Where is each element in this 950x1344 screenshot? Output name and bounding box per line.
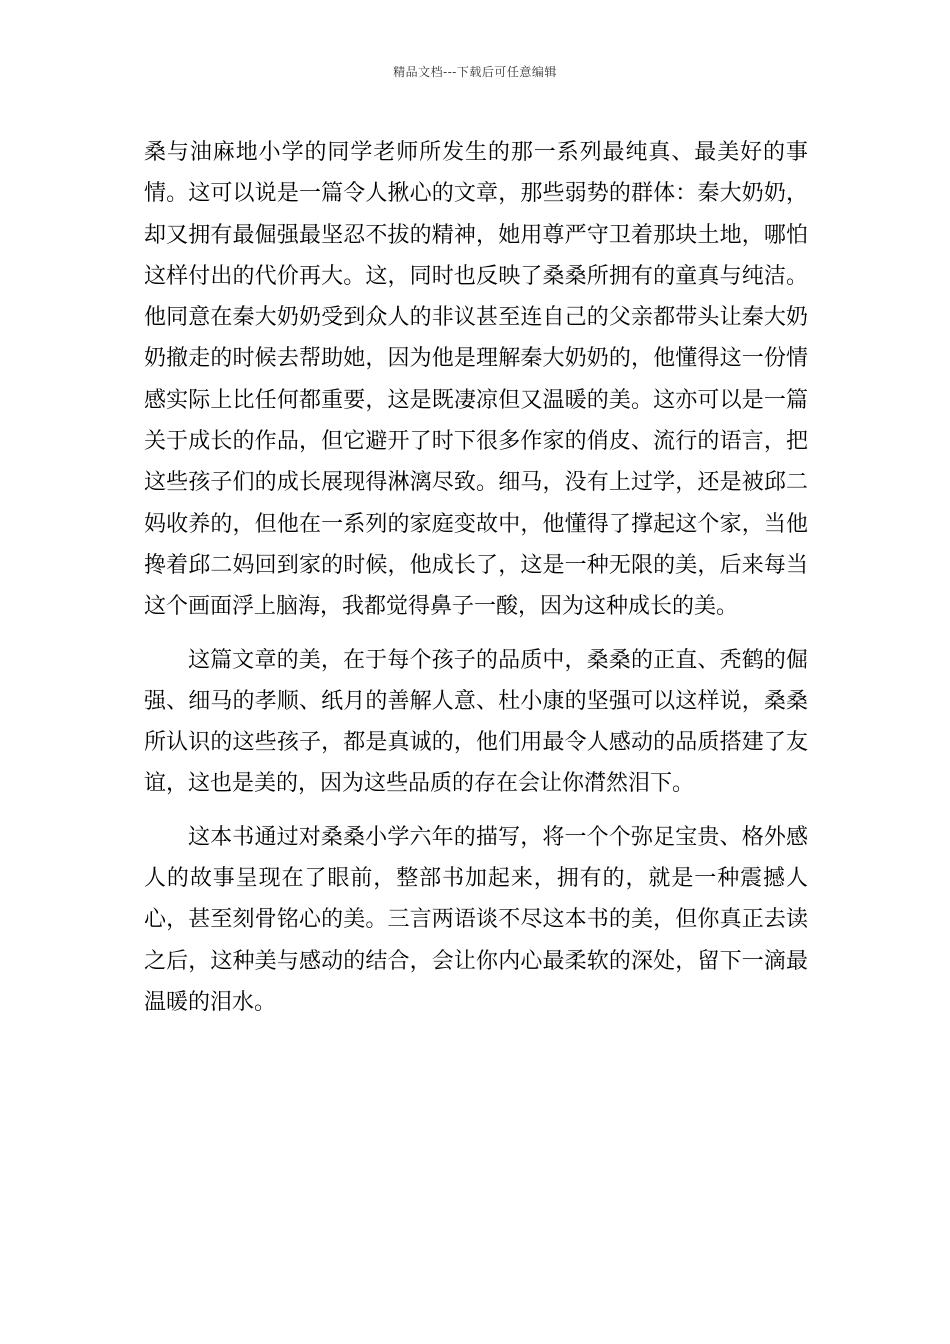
page-header: 精品文档---下载后可任意编辑	[393, 65, 557, 79]
paragraph-1: 桑与油麻地小学的同学老师所发生的那一系列最纯真、最美好的事情。这可以说是一篇令人揪心的文章，那些弱势的群体：秦大奶奶，却又拥有最倔强最坚忍不拔的精神，她用尊严守卫着那块土地，哪怕这样付出的代价再大。这，同时也反映了桑桑所拥有的童真与纯洁。他同意在秦大奶奶受到众人的非议甚至连自己的父亲都带头让秦大奶奶撤走的时候去帮助她，因为他是理解秦大奶奶的，他懂得这一份情感实际上比任何都重要，这是既凄凉但又温暖的美。这亦可以是一篇关于成长的作品，但它避开了时下很多作家的俏皮、流行的语言，把这些孩子们的成长展现得淋漓尽致。细马，没有上过学，还是被邱二妈收养的，但他在一系列的家庭变故中，他懂得了撑起这个家，当他搀着邱二妈回到家的时候，他成长了，这是一种无限的美，后来每当这个画面浮上脑海，我都觉得鼻子一酸，因为这种成长的美。	[144, 140, 808, 620]
paragraph-2: 这篇文章的美，在于每个孩子的品质中，桑桑的正直、秃鹤的倔强、细马的孝顺、纸月的善解人意、杜小康的坚强可以这样说，桑桑所认识的这些孩子，都是真诚的，他们用最令人感动的品质搭建了友谊，这也是美的，因为这些品质的存在会让你潸然泪下。	[144, 647, 808, 797]
paragraph-3: 这本书通过对桑桑小学六年的描写，将一个个弥足宝贵、格外感人的故事呈现在了眼前，整部书加起来，拥有的，就是一种震撼人心，甚至刻骨铭心的美。三言两语谈不尽这本书的美，但你真正去读之后，这种美与感动的结合，会让你内心最柔软的深处，留下一滴最温暖的泪水。	[144, 824, 808, 1015]
document-body	[144, 132, 808, 1023]
